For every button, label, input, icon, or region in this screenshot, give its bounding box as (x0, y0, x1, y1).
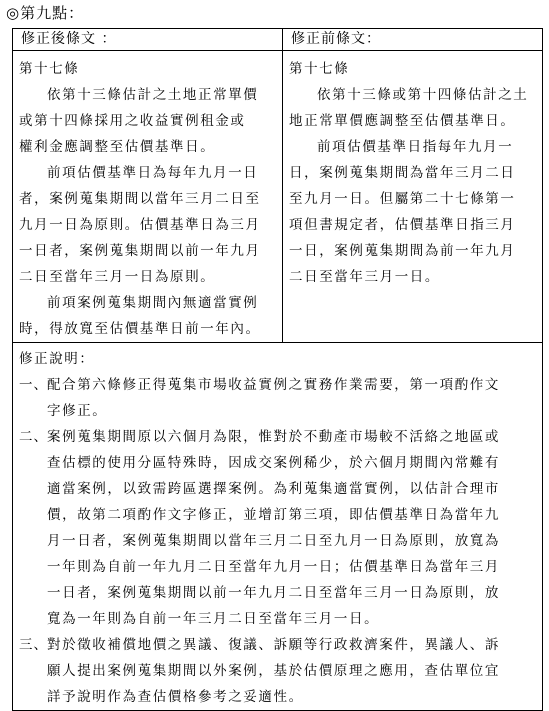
note-line: 對於徵收補償地價之異議、復議、訴願等行政救濟案件，異議人、訴 (47, 637, 500, 653)
amended-text-line: 第十七條 (19, 61, 80, 77)
original-text-line: 日，案例蒐集期間為當年三月二日 (289, 165, 516, 181)
note-line: 查估標的使用分區特殊時，因成交案例稀少，於六個月期間內常難有 (47, 455, 500, 471)
note-line: 一年則為自前一年九月二日至當年九月一日；估價基準日為當年三月 (47, 559, 500, 575)
note-line: 適當案例，以致需跨區選擇案例。為利蒐集適當實例，以估計合理市 (47, 481, 500, 497)
note-line: 願人提出案例蒐集期間以外案例，基於估價原理之應用，查估單位宜 (47, 663, 500, 679)
original-text-line: 前項估價基準日指每年九月一 (317, 139, 514, 155)
comparison-table (12, 28, 543, 711)
amended-text-line: 前項估價基準日為每年九月一日 (47, 165, 259, 181)
amended-text-line: 者，案例蒐集期間以當年三月二日至 (19, 191, 261, 207)
amended-text-header: 修正後條文 ： (13, 29, 283, 51)
note-line: 月一日者，案例蒐集期間以當年三月二日至九月一日為原則，放寬為 (47, 533, 500, 549)
amended-text-line: 權利金應調整至估價基準日。 (19, 139, 216, 155)
original-text-header: 修正前條文： (283, 29, 543, 51)
original-text-line: 至九月一日。但屬第二十七條第一 (289, 191, 516, 207)
original-article-cell (283, 51, 543, 343)
note-line: 配合第六條修正得蒐集市場收益實例之實務作業需要，第一項酌作文 (47, 377, 500, 393)
amended-text-line: 依第十三條估計之土地正常單價 (47, 87, 259, 103)
note-line: 寬為一年則為自前一年三月二日至當年三月一日。 (47, 611, 380, 627)
table-header-row (13, 29, 543, 51)
amendment-notes-cell (13, 343, 543, 711)
original-text-line: 項但書規定者，估價基準日指三月 (289, 217, 516, 233)
note-item (13, 372, 542, 424)
note-line: 一日者，案例蒐集期間以前一年九月二日至當年三月一日為原則，放 (47, 585, 500, 601)
original-text-line: 依第十三條或第十四條估計之土 (317, 87, 529, 103)
amended-text-line: 或第十四條採用之收益實例租金或 (19, 113, 246, 129)
note-line: 價，故第二項酌作文字修正，並增訂第三項，即估價基準日為當年九 (47, 507, 500, 523)
amended-text-line: 九月一日為原則。估價基準日為三月 (19, 217, 261, 233)
amended-text-line: 二日至當年三月一日為原則。 (19, 269, 216, 285)
original-text-line: 地正常單價應調整至估價基準日。 (289, 113, 516, 129)
amended-text-line: 前項案例蒐集期間內無適當實例 (47, 295, 259, 311)
amended-text-line: 一日者，案例蒐集期間以前一年九月 (19, 243, 261, 259)
articles-row (13, 51, 543, 343)
note-item (13, 424, 542, 632)
note-item (13, 632, 542, 710)
note-line: 字修正。 (47, 403, 108, 419)
amended-article-text (13, 56, 282, 342)
note-line: 案例蒐集期間原以六個月為限，惟對於不動產市場較不活絡之地區或 (47, 429, 500, 445)
notes-list (13, 372, 542, 710)
section-heading: ◎第九點： (6, 4, 85, 22)
original-text-line: 第十七條 (289, 61, 350, 77)
note-number: 一、 (19, 377, 48, 393)
original-text-line: 二日至當年三月一日。 (289, 269, 440, 285)
notes-title: 修正說明： (19, 351, 95, 367)
amended-article-cell (13, 51, 283, 343)
notes-row (13, 343, 543, 711)
note-number: 二、 (19, 429, 48, 445)
note-number: 三、 (19, 637, 48, 653)
original-text-line: 一日，案例蒐集期間為前一年九月 (289, 243, 516, 259)
amended-text-line: 時，得放寬至估價基準日前一年內。 (19, 321, 261, 337)
note-line: 詳予說明作為查估價格參考之妥適性。 (47, 689, 304, 705)
original-article-text (283, 56, 542, 290)
